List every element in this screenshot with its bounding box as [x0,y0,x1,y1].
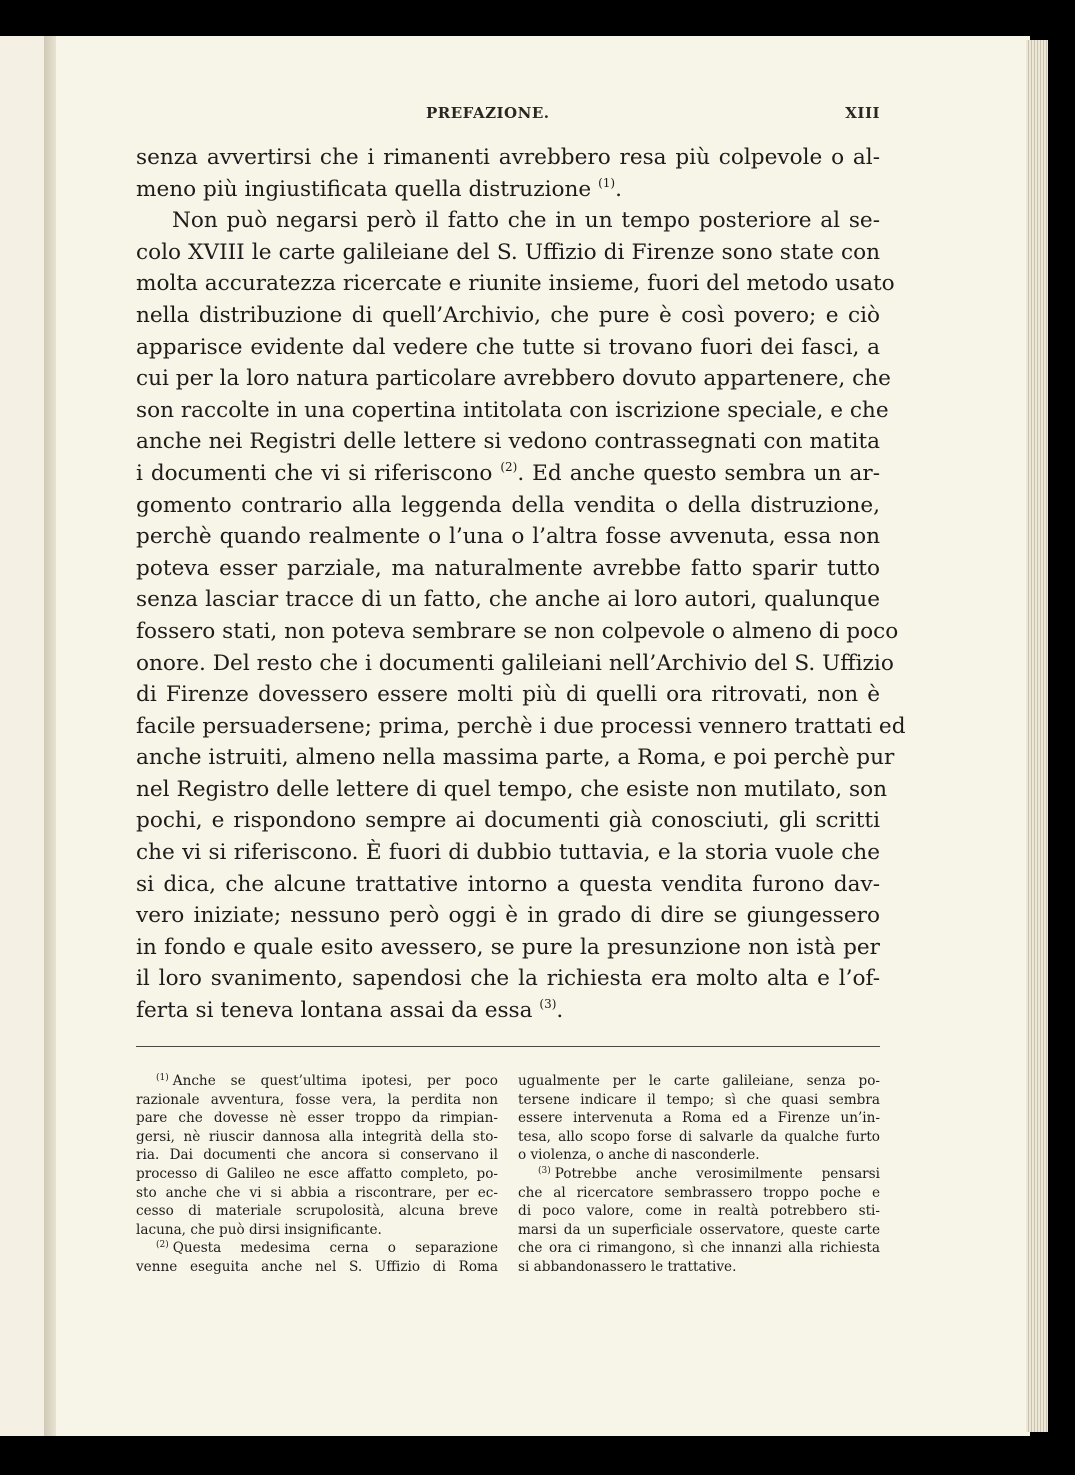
text-line: Non può negarsi però il fatto che in un tempo posteriore al se- [172,208,880,234]
text-line: in fondo e quale esito avessero, se pure la presunzione non istà per [136,934,880,960]
text-line: son raccolte in una copertina intitolata con iscrizione speciale, e che [136,397,889,423]
footnote-line: che ora ci rimangono, sì che innanzi alla richiesta [518,1240,880,1257]
footnote-ref-2: (2) [500,459,518,474]
running-title: PREFAZIONE. [426,104,550,122]
running-header [136,104,880,130]
left-page-edge [0,36,50,1436]
footnote-line: pare che dovesse nè esser troppo da rimpian- [136,1110,498,1127]
text-line: cui per la loro natura particolare avrebbero dovuto appartenere, che [136,366,891,392]
text-line: fossero stati, non poteva sembrare se non colpevole o almeno di poco [136,618,899,644]
text-line: nel Registro delle lettere di quel tempo, che esiste non mutilato, son [136,776,888,802]
text-line: si dica, che alcune trattative intorno a questa vendita furono dav- [136,871,880,897]
footnote-line [136,1072,498,1091]
footnote-line: tesa, allo scopo forse di salvarle da qualche furto [518,1128,880,1145]
footnote-line: di poco valore, come in realtà potrebbero sti- [518,1203,880,1220]
footnote-line: ria. Dai documenti che ancora si conservano il [136,1147,498,1164]
footnote-line: o violenza, o anche di nasconderle. [518,1147,760,1164]
footnote-marker-1: (1) [156,1073,169,1083]
footnote-line: che al ricercatore sembrassero troppo poche e [518,1184,880,1201]
text-line: anche istruiti, almeno nella massima parte, a Roma, e poi perchè pur [136,745,895,771]
footnote-ref-3: (3) [539,997,557,1012]
text-line: nella distribuzione di quell’Archivio, che pure è così povero; e ciò [136,302,880,328]
footnote-line: si abbandonassero le trattative. [518,1258,737,1275]
text-segment: i documenti che vi si riferiscono [136,460,493,486]
footnote-line: processo di Galileo ne esce affatto completo, po- [136,1165,498,1182]
text-line: pochi, e rispondono sempre ai documenti già conosciuti, gli scritti [136,808,880,834]
footnotes-left-column [136,1072,498,1277]
footnote-line: marsi da un superficiale osservatore, queste carte [518,1221,880,1238]
text-line: anche nei Registri delle lettere si vedono contrassegnati con matita [136,429,880,455]
text-line [136,458,880,490]
footnote-line [136,1239,498,1258]
text-line: vero iniziate; nessuno però oggi è in grado di dire se giungessero [136,903,880,929]
text-line: poteva esser parziale, ma naturalmente avrebbe fatto sparir tutto [136,555,880,581]
text-line: il loro svanimento, sapendosi che la richiesta era molto alta e l’of- [136,966,880,992]
footnote-marker-2: (2) [156,1240,169,1251]
footnote-line: cesso di materiale scrupolosità, alcuna breve [136,1203,498,1220]
text-line [136,174,880,206]
footnote-rule [136,1046,880,1047]
footnote-line: gersi, nè riuscir dannosa alla integrità della sto- [136,1128,498,1145]
page-stack-edges [1026,40,1048,1432]
text-line: che vi si riferiscono. È fuori di dubbio tuttavia, e la storia vuole che [136,840,880,866]
footnote-text: Potrebbe anche verosimilmente pensarsi [554,1165,880,1182]
main-text [136,142,906,1027]
text-line: colo XVIII le carte galileiane del S. Uffizio di Firenze sono state con [136,239,880,265]
text-segment: meno più ingiustificata quella distruzione [136,176,592,202]
footnote-line: essere intervenuta a Roma ed a Firenze un’in- [518,1110,880,1127]
punctuation: . [556,998,564,1024]
footnote-line [518,1165,880,1184]
text-line: senza lasciar tracce di un fatto, che anche ai loro autori, qualunque [136,587,880,613]
footnote-line: ugualmente per le carte galileiane, senza po- [518,1073,880,1089]
text-segment: ferta si teneva lontana assai da essa [136,998,533,1024]
text-line: molta accuratezza ricercate e riunite insieme, fuori del metodo usato [136,271,895,297]
footnotes-right-column [518,1072,880,1277]
footnote-text: Anche se quest’ultima ipotesi, per poco [172,1073,498,1089]
footnote-line: sto anche che vi si abbia a riscontrare, per ec- [136,1184,498,1201]
footnote-marker-3: (3) [538,1165,551,1176]
punctuation: . [615,176,622,202]
footnote-text: Questa medesima cerna o separazione [172,1240,498,1257]
text-line: perchè quando realmente o l’una o l’altra fosse avvenuta, essa non [136,524,880,550]
text-line: facile persuadersene; prima, perchè i due processi vennero trattati ed [136,713,906,739]
text-line: apparisce evidente dal vedere che tutte si trovano fuori dei fasci, a [136,334,880,360]
footnote-ref-1: (1) [598,175,616,190]
text-line: senza avvertirsi che i rimanenti avrebbero resa più colpevole o al- [136,145,880,170]
text-line: di Firenze dovessero essere molti più di quelli ora ritrovati, non è [136,682,880,708]
page-number: XIII [845,104,880,122]
text-line [136,995,880,1027]
text-line: onore. Del resto che i documenti galileiani nell’Archivio del S. Uffizio [136,650,894,676]
footnote-line: venne eseguita anche nel S. Uffizio di Roma [136,1258,498,1275]
text-line: gomento contrario alla leggenda della vendita o della distruzione, [136,492,880,518]
footnote-line: lacuna, che può dirsi insignificante. [136,1221,382,1238]
footnote-line: razionale avventura, fosse vera, la perdita non [136,1091,498,1108]
text-segment: . Ed anche questo sembra un ar- [517,460,880,486]
footnote-line: tersene indicare il tempo; sì che quasi sembra [518,1091,880,1108]
